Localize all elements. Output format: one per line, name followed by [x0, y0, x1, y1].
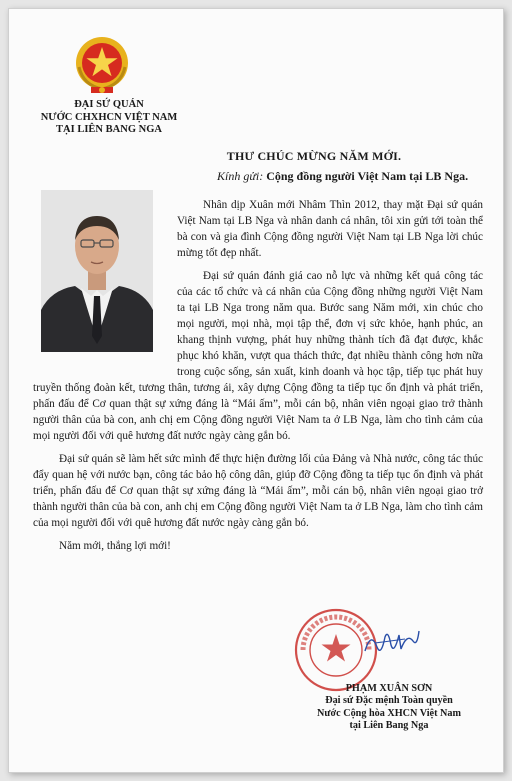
greeting-recipient: Cộng đồng người Việt Nam tại LB Nga. [266, 169, 469, 183]
letter-page [8, 8, 504, 773]
embassy-line-3: TẠI LIÊN BANG NGA [56, 124, 162, 135]
signature-block [279, 683, 499, 733]
paragraph-1: Nhân dịp Xuân mới Nhâm Thìn 2012, thay mặt Đại sứ quán Việt Nam tại LB Nga và nhân danh cá nhân, tôi xin gửi tới toàn thể bà con và gia đình Cộng đồng người Việt Nam tại LB Nga lời chúc mừng tốt đẹp nhất. [177, 199, 483, 259]
embassy-header [39, 99, 179, 137]
embassy-line-1: ĐẠI SỨ QUÁN [74, 99, 144, 110]
signer-name: PHẠM XUÂN SƠN [345, 683, 433, 694]
embassy-line-2: NƯỚC CHXHCN VIỆT NAM [40, 111, 178, 123]
signer-location: tại Liên Bang Nga [349, 720, 429, 732]
greeting-label: Kính gửi: [217, 169, 264, 183]
signature-icon [361, 625, 421, 659]
closing-line: Năm mới, thắng lợi mới! [59, 540, 171, 552]
paragraph-3: Đại sứ quán sẽ làm hết sức mình để thực hiện đường lối của Đảng và Nhà nước, công tác thúc đẩy quan hệ với nước bạn, công tác bảo hộ công dân, giúp đỡ Cộng đồng ta tiếp tục ổn định và phát triển, phấn đấu để Cơ quan thật sự xứng đáng là “Mái ấm”, mỗi cán bộ, nhân viên ngoại giao trở thành người thân của bà con, anh chị em Cộng đồng người Việt Nam ta ở LB Nga, làm cho tình cảm của mọi người đối với quê hương đất nước ngày càng gắn bó. [33, 453, 483, 529]
signer-position: Đại sứ Đặc mệnh Toàn quyền [325, 695, 453, 707]
letter-title: THƯ CHÚC MỪNG NĂM MỚI. [226, 149, 402, 163]
paragraph-2: Đại sứ quán đánh giá cao nỗ lực và những kết quả công tác của các tổ chức và cá nhân của Cộng đồng những người Việt Nam ta tại LB Nga trong năm qua. Bước sang Năm mới, xin chúc cho mọi người, mọi nhà, mọi tập thể, đơn vị sức khỏe, hạnh phúc, an khang thịnh vượng, phát huy những thành tích đã đạt được, khắc phục khó khăn, vượt qua thách thức, đạt nhiều thành công hơn nữa trong cuộc sống, sản xuất, kinh doanh và học tập, tiếp tục phát huy truyền thống đoàn kết, tương thân, tương ái, xây dựng Cộng đồng ta tiếp tục ổn định và phát triển, phấn đấu để Cơ quan thật sự xứng đáng là “Mái ấm”, mỗi cán bộ, nhân viên ngoại giao trở thành người thân của bà con, anh chị em Cộng đồng người Việt Nam ta ở LB Nga, làm cho tình cảm của mọi người đối với quê hương đất nước ngày càng gắn bó. [33, 270, 483, 442]
signer-country: Nước Cộng hòa XHCN Việt Nam [317, 707, 461, 719]
national-emblem-icon [71, 33, 133, 97]
greeting-line [217, 169, 468, 184]
letter-body [33, 197, 483, 561]
